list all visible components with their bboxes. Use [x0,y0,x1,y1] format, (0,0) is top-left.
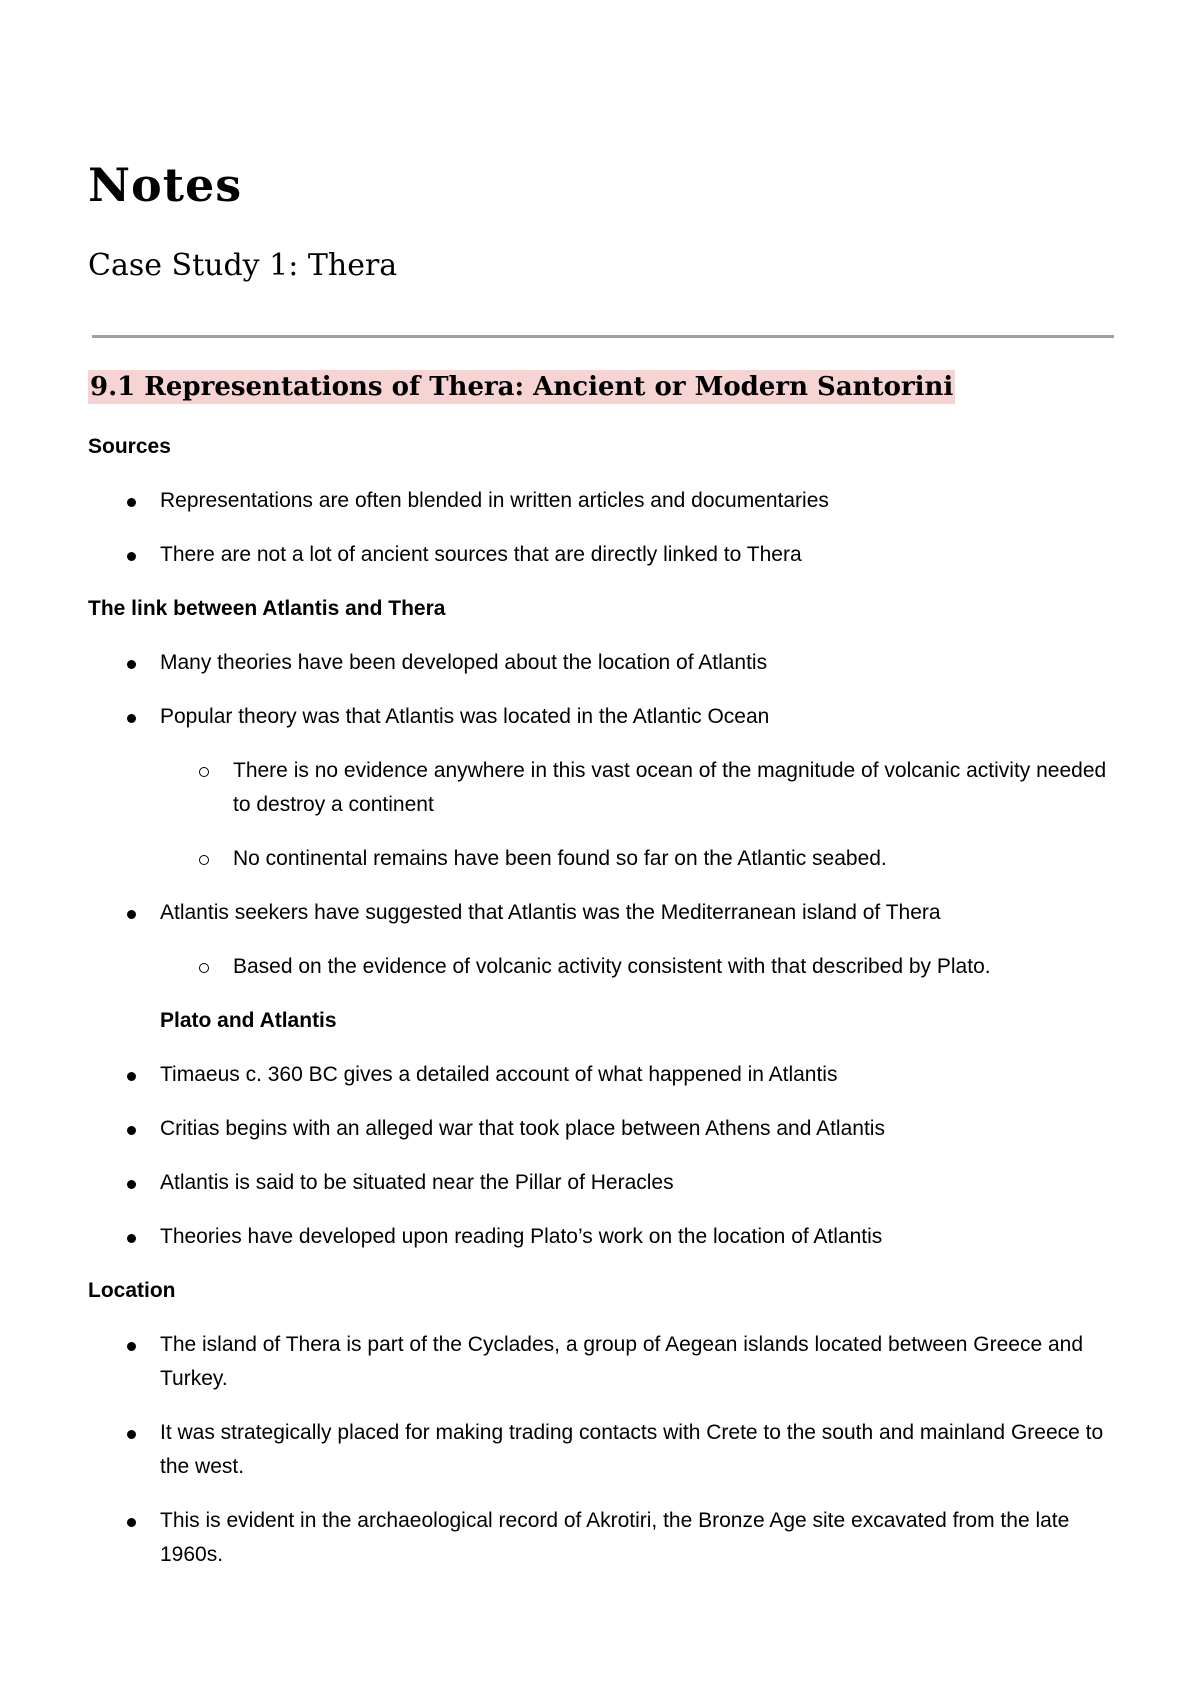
bullet-list-atlantis-thera-link [88,646,1118,984]
block-label-location: Location [88,1279,176,1302]
notes-content [88,430,1118,1592]
bullet-list-plato-atlantis [88,1058,1118,1254]
horizontal-divider [92,335,1114,338]
list-item: Theories have developed upon reading Plato’s work on the location of Atlantis [88,1220,1118,1254]
sub-list-item: Based on the evidence of volcanic activity consistent with that described by Plato. [88,950,1118,984]
list-item: Many theories have been developed about the location of Atlantis [88,646,1118,680]
sub-list-item: There is no evidence anywhere in this vast ocean of the magnitude of volcanic activity needed to destroy a continent [88,754,1118,822]
list-item: Representations are often blended in written articles and documentaries [88,484,1118,518]
block-label-sources: Sources [88,435,171,458]
list-item: There are not a lot of ancient sources that are directly linked to Thera [88,538,1118,572]
document-title: Notes [88,158,243,212]
bullet-list-location [88,1328,1118,1572]
list-item: Critias begins with an alleged war that took place between Athens and Atlantis [88,1112,1118,1146]
bullet-list-sources [88,484,1118,572]
document-subtitle: Case Study 1: Thera [88,248,398,283]
list-item: Popular theory was that Atlantis was located in the Atlantic Ocean [88,700,1118,734]
list-item: It was strategically placed for making trading contacts with Crete to the south and mainland Greece to the west. [88,1416,1118,1484]
sub-list-item: No continental remains have been found so far on the Atlantic seabed. [88,842,1118,876]
list-item: Atlantis seekers have suggested that Atlantis was the Mediterranean island of Thera [88,896,1118,930]
list-item: This is evident in the archaeological record of Akrotiri, the Bronze Age site excavated from the late 1960s. [88,1504,1118,1572]
block-label-atlantis-thera-link: The link between Atlantis and Thera [88,597,446,620]
list-item: Atlantis is said to be situated near the Pillar of Heracles [88,1166,1118,1200]
block-label-plato-atlantis: Plato and Atlantis [160,1009,337,1032]
section-heading: 9.1 Representations of Thera: Ancient or Modern Santorini [90,372,954,402]
list-item: The island of Thera is part of the Cyclades, a group of Aegean islands located between Greece and Turkey. [88,1328,1118,1396]
list-item: Timaeus c. 360 BC gives a detailed account of what happened in Atlantis [88,1058,1118,1092]
